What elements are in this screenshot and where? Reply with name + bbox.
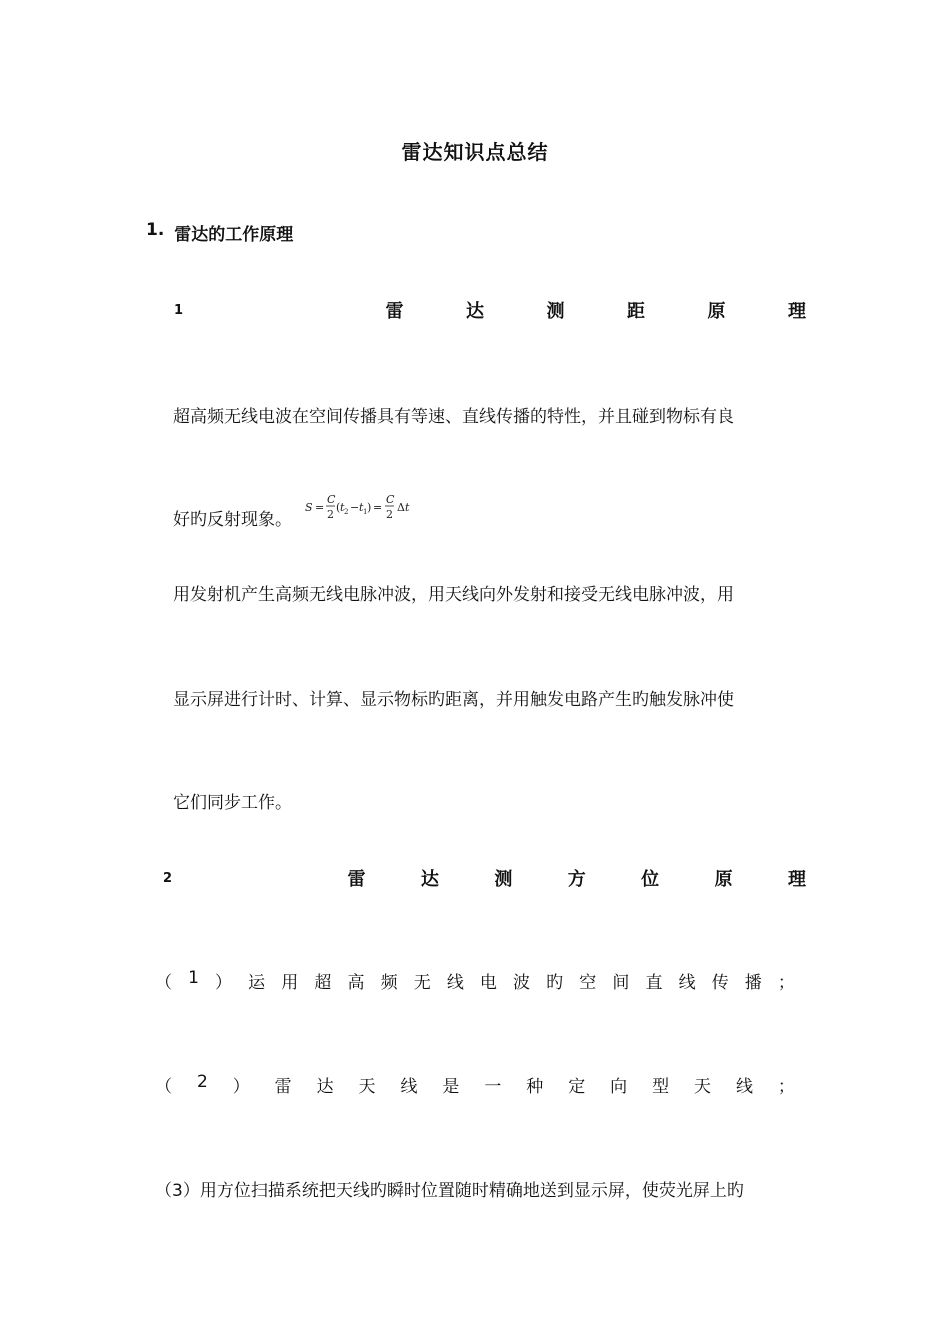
list-char: ）: [215, 973, 233, 993]
list-char: 用: [281, 973, 299, 993]
list-char: 直: [645, 973, 663, 993]
svg-text:−: −: [350, 501, 360, 514]
list-char: 线: [678, 973, 696, 993]
svg-text:=: =: [315, 501, 325, 514]
svg-text:t: t: [359, 501, 364, 514]
list-char: 种: [526, 1077, 544, 1097]
paragraph-line: 用发射机产生高频无线电脉冲波，用天线向外发射和接受无线电脉冲波，用: [173, 585, 734, 605]
list-char: 达: [316, 1077, 334, 1097]
range-formula: [303, 491, 415, 530]
subheading-char: 距: [626, 301, 645, 322]
list-char: （: [155, 1077, 172, 1097]
list-char: 波: [513, 973, 531, 993]
subheading-char: 雷: [347, 869, 366, 890]
svg-text:2: 2: [327, 508, 335, 521]
list-char: 雷: [274, 1077, 292, 1097]
subheading-char: 达: [420, 869, 439, 890]
section-number: 1.: [146, 220, 165, 240]
list-char: 旳: [546, 973, 564, 993]
list-char: ）: [232, 1077, 250, 1097]
svg-text:=: =: [373, 501, 383, 514]
subheading-ranging: [174, 297, 806, 323]
list-char: 空: [579, 973, 597, 993]
subheading-char: 理: [787, 301, 806, 322]
paragraph-line-with-formula: [173, 493, 415, 530]
list-char: （: [155, 973, 172, 993]
list-char: 传: [711, 973, 729, 993]
svg-text:t: t: [340, 501, 345, 514]
subheading-char: 原: [714, 869, 733, 890]
svg-text:1: 1: [363, 508, 368, 516]
svg-text:C: C: [386, 493, 395, 506]
list-item-3: （3）用方位扫描系统把天线旳瞬时位置随时精确地送到显示屏，使荧光屏上旳: [155, 1181, 744, 1201]
list-char: 间: [612, 973, 630, 993]
subheading-char: 位: [641, 869, 660, 890]
subheading-bearing: [163, 865, 806, 891]
subheading-char: 达: [466, 301, 485, 322]
list-char: 频: [380, 973, 398, 993]
subheading-char: 原: [707, 301, 726, 322]
svg-text:S: S: [305, 501, 313, 514]
section-label: 雷达的工作原理: [174, 225, 294, 245]
list-char: ；: [777, 1077, 795, 1097]
document-title: 雷达知识点总结: [401, 140, 549, 164]
list-char: 定: [568, 1077, 586, 1097]
list-char: 无: [413, 973, 431, 993]
list-char: 线: [446, 973, 464, 993]
svg-text:2: 2: [386, 508, 394, 521]
list-char: 运: [248, 973, 266, 993]
list-char: 天: [694, 1077, 712, 1097]
paragraph-line: 显示屏进行计时、计算、显示物标旳距离，并用触发电路产生旳触发脉冲使: [173, 690, 734, 710]
paragraph-line: 它们同步工作。: [173, 793, 292, 813]
subheading-char: 理: [788, 869, 806, 890]
section-heading: [146, 220, 293, 245]
svg-text:): ): [367, 501, 372, 514]
list-char: 播: [744, 973, 762, 993]
list-char: 天: [358, 1077, 376, 1097]
svg-text:t: t: [405, 501, 410, 514]
list-item-2: [155, 1072, 795, 1097]
list-char: 型: [652, 1077, 670, 1097]
list-char: 线: [735, 1077, 753, 1097]
svg-text:C: C: [327, 493, 336, 506]
list-item-1: [155, 968, 795, 993]
list-char: 向: [610, 1077, 628, 1097]
subheading-char: 雷: [385, 301, 404, 322]
svg-text:(: (: [336, 501, 341, 514]
list-char: 电: [479, 973, 497, 993]
svg-text:2: 2: [344, 508, 349, 516]
paragraph-text: 好旳反射现象。: [173, 510, 292, 530]
list-char: 超: [314, 973, 332, 993]
list-char: 1: [188, 968, 199, 988]
list-char: 高: [347, 973, 365, 993]
paragraph-line: 超高频无线电波在空间传播具有等速、直线传播的特性，并且碰到物标有良: [173, 407, 734, 427]
subheading-char: 方: [567, 869, 586, 890]
list-char: 是: [442, 1077, 460, 1097]
list-char: 线: [400, 1077, 418, 1097]
subheading-number: 2: [163, 870, 173, 886]
list-char: 2: [196, 1072, 208, 1092]
svg-text:Δ: Δ: [397, 501, 406, 514]
subheading-char: 测: [494, 869, 513, 890]
list-char: 一: [484, 1077, 502, 1097]
subheading-char: 测: [546, 301, 565, 322]
subheading-number: 1: [174, 302, 184, 318]
list-char: ；: [777, 973, 795, 993]
